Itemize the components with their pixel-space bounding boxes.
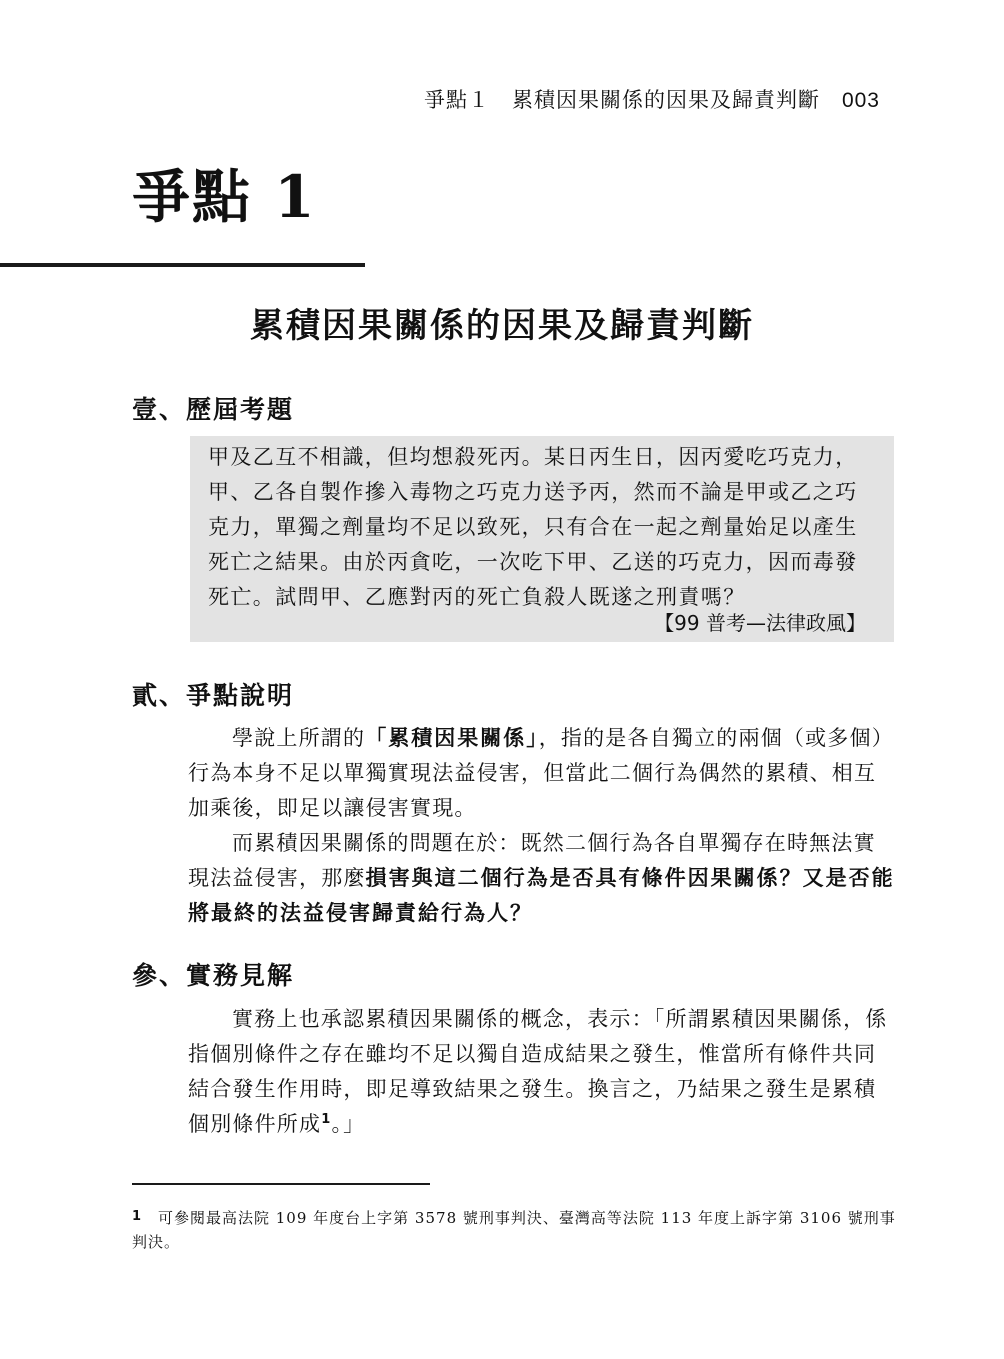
main-title: 累積因果關係的因果及歸責判斷 bbox=[250, 306, 754, 346]
section-heading-practice: 參、實務見解 bbox=[132, 961, 295, 990]
text-run: ，指的是各自獨立的兩個（或多個） bbox=[538, 726, 894, 750]
paragraph-line: 行為本身不足以單獨實現法益侵害，但當此二個行為偶然的累積、相互 bbox=[188, 761, 877, 785]
section-heading-explanation: 貳、爭點說明 bbox=[132, 681, 295, 710]
exam-line: 死亡。試問甲、乙應對丙的死亡負殺人既遂之刑責嗎？ bbox=[208, 585, 746, 609]
text-run: 現法益侵害，那麼 bbox=[188, 866, 366, 890]
text-run: 個別條件所成 bbox=[188, 1112, 322, 1136]
footnote-reference[interactable]: 1 bbox=[321, 1112, 332, 1127]
footnote-text: 可參閱最高法院 109 年度台上字第 3578 號刑事判決、臺灣高等法院 113 年度上訴字第 3106 號刑事判決。 bbox=[132, 1209, 896, 1251]
paragraph-line: 而累積因果關係的問題在於：既然二個行為各自單獨存在時無法實 bbox=[232, 831, 876, 855]
section-heading-exam: 壹、歷屆考題 bbox=[132, 395, 295, 424]
exam-line: 甲及乙互不相識，但均想殺死丙。某日丙生日，因丙愛吃巧克力， bbox=[208, 445, 858, 469]
exam-source: 【99 普考—法律政風】 bbox=[654, 611, 866, 635]
paragraph-line bbox=[232, 722, 896, 752]
page-number: 003 bbox=[841, 89, 880, 112]
emphasis-text: 將最終的法益侵害歸責給行為人？ bbox=[188, 900, 533, 925]
footnote bbox=[132, 1205, 898, 1254]
exam-question-box bbox=[190, 436, 894, 642]
chapter-title: 爭點 1 bbox=[132, 163, 317, 231]
paragraph-line: 結合發生作用時，即足導致結果之發生。換言之，乃結果之發生是累積 bbox=[188, 1077, 877, 1101]
footnote-mark: 1 bbox=[132, 1209, 143, 1224]
chapter-rule bbox=[0, 263, 365, 267]
paragraph-line bbox=[188, 1108, 896, 1138]
exam-line: 甲、乙各自製作摻入毒物之巧克力送予丙，然而不論是甲或乙之巧 bbox=[208, 480, 858, 504]
emphasis-text: 損害與這二個行為是否具有條件因果關係？又是否能 bbox=[365, 865, 895, 890]
paragraph-line: 加乘後，即足以讓侵害實現。 bbox=[188, 796, 477, 820]
text-run: 學說上所謂的 bbox=[232, 726, 366, 750]
exam-line: 克力，單獨之劑量均不足以致死，只有合在一起之劑量始足以產生 bbox=[208, 515, 858, 539]
footnote-rule bbox=[132, 1183, 430, 1185]
emphasis-text: 「累積因果關係」 bbox=[365, 725, 539, 750]
running-head bbox=[424, 84, 880, 114]
paragraph-line: 實務上也承認累積因果關係的概念，表示：「所謂累積因果關係，係 bbox=[232, 1007, 888, 1031]
running-title: 爭點１ 累積因果關係的因果及歸責判斷 bbox=[423, 88, 820, 112]
text-run: 。」 bbox=[331, 1112, 366, 1136]
paragraph-line bbox=[188, 862, 896, 892]
paragraph-line bbox=[188, 897, 896, 927]
exam-line: 死亡之結果。由於丙貪吃，一次吃下甲、乙送的巧克力，因而毒發 bbox=[208, 550, 858, 574]
paragraph-line: 指個別條件之存在雖均不足以獨自造成結果之發生，惟當所有條件共同 bbox=[188, 1042, 877, 1066]
